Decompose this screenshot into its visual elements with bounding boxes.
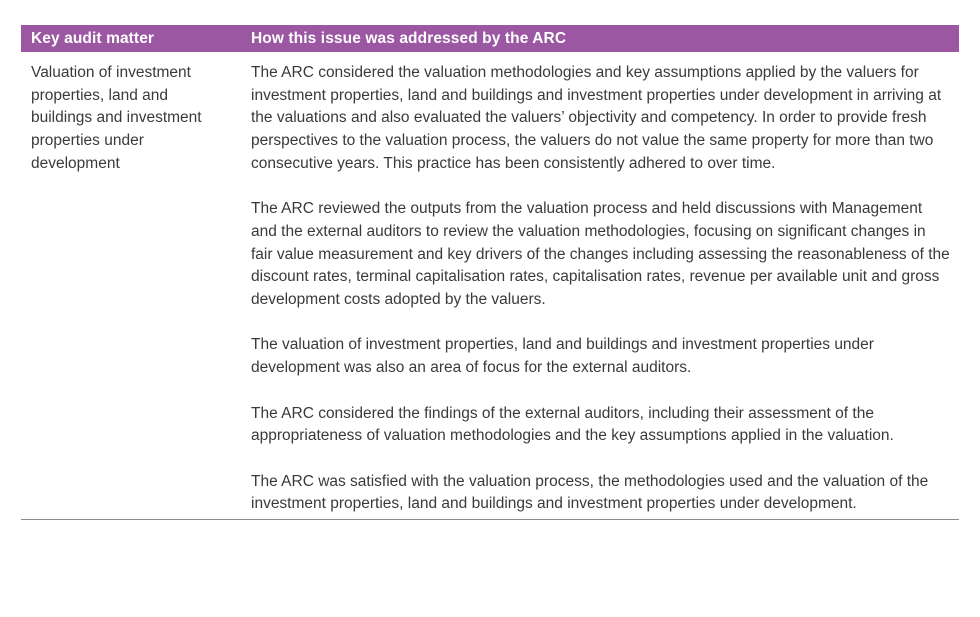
addressed-paragraph-5: The ARC was satisfied with the valuation process, the methodologies used and the valuation of the investment properties, land and buildings and investment properties under development. [251, 472, 929, 513]
addressed-paragraph-2: The ARC reviewed the outputs from the valuation process and held discussions with Management and the external auditors to review the valuation methodologies, focusing on significant changes in fair value measurement and key drivers of the changes including assessing the reasonableness of the discount rates, terminal capitalisation rates, capitalisation rates, revenue per available unit and gross development costs adopted by the valuers. [251, 200, 950, 309]
header-key-audit-matter: Key audit matter [21, 25, 241, 52]
addressed-paragraph-4: The ARC considered the findings of the external auditors, including their assessment of the appropriateness of valuation methodologies and the key assumptions applied in the valuation. [251, 404, 894, 445]
addressed-paragraph-3: The valuation of investment properties, land and buildings and investment properties under development was also an area of focus for the external auditors. [251, 336, 874, 377]
addressed-cell [241, 52, 959, 520]
key-audit-matters-table [21, 25, 959, 520]
table-header-row [21, 25, 959, 52]
key-audit-matter-cell: Valuation of investment properties, land and buildings and investment properties under development [31, 64, 202, 172]
header-how-addressed: How this issue was addressed by the ARC [241, 25, 959, 52]
addressed-paragraph-1: The ARC considered the valuation methodologies and key assumptions applied by the valuers for investment properties, land and buildings and investment properties under development in arriving at the valuations and also evaluated the valuers’ objectivity and competency. In order to provide fresh perspectives to the valuation process, the valuers do not value the same property for more than two consecutive years. This practice has been consistently adhered to over time. [251, 64, 942, 172]
table-row [21, 52, 959, 520]
